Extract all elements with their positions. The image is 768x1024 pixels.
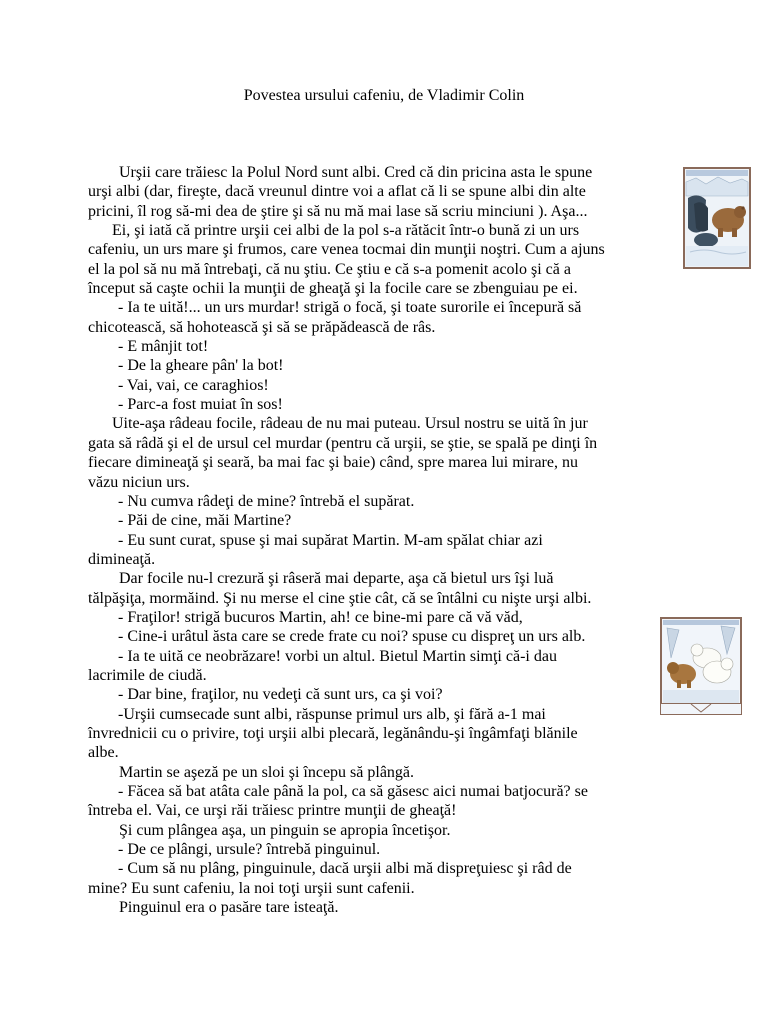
- text-line: văzu niciun urs.: [88, 473, 190, 491]
- text-line: - De ce plângi, ursule? întrebă pinguinul.: [118, 841, 381, 859]
- text-line: - Păi de cine, măi Martine?: [118, 512, 292, 530]
- text-line: albe.: [88, 744, 119, 762]
- text-line: - Făcea să bat atâta cale până la pol, ca să găsesc aici numai batjocură? se: [118, 783, 588, 800]
- text-line: Dar focile nu-l crezură şi râseră mai departe, aşa că bietul urs îşi luă: [119, 570, 554, 588]
- text-line: tălpăşiţa, mormăind. Şi nu merse el cine ştie cât, că se întâlni cu nişte urşi albi.: [88, 589, 592, 607]
- text-line: - Nu cumva râdeţi de mine? întrebă el supărat.: [118, 492, 415, 510]
- text-line: - De la gheare pân' la bot!: [118, 357, 284, 375]
- text-line: - Dar bine, fraţilor, nu vedeţi că sunt urs, ca şi voi?: [118, 686, 443, 704]
- text-line: Şi cum plângea aşa, un pinguin se apropia încetişor.: [119, 821, 451, 839]
- text-line: mine? Eu sunt cafeniu, la noi toţi urşii sunt cafenii.: [88, 879, 415, 897]
- text-line: el la pol să nu mă întrebaţi, că nu ştiu. Ce ştiu e că s-a pomenit acolo şi că a: [88, 260, 571, 278]
- story-text: [88, 163, 688, 917]
- text-line: început să caşte ochii la munţii de gheaţă şi la focile care se zbenguiau pe ei.: [88, 280, 578, 298]
- text-line: - Parc-a fost muiat în sos!: [118, 396, 283, 414]
- text-line: pricini, îl rog să-mi dea de ştire şi să nu mă mai lase să scriu minciuni ). Aşa...: [88, 202, 588, 220]
- text-line: - Eu sunt curat, spuse şi mai supărat Martin. M-am spălat chiar azi: [118, 531, 543, 549]
- text-line: Uite-aşa râdeau focile, râdeau de nu mai puteau. Ursul nostru se uită în jur: [112, 415, 588, 433]
- text-line: Pinguinul era o pasăre tare isteaţă.: [119, 899, 339, 917]
- text-line: gata să râdă şi el de ursul cel murdar (pentru că urşii, se ştie, se spală pe dinţi în: [88, 434, 598, 452]
- text-line: - Cine-i urâtul ăsta care se crede frate cu noi? spuse cu dispreţ un urs alb.: [118, 628, 586, 646]
- polar-bears-and-brown-bear-illustration: [660, 617, 742, 715]
- text-line: - Ia te uită ce neobrăzare! vorbi un altul. Bietul Martin simţi că-i dau: [118, 647, 557, 665]
- text-line: cafeniu, un urs mare şi frumos, care venea tocmai din munţii noştri. Cum a ajuns: [88, 241, 605, 259]
- text-line: - Cum să nu plâng, pinguinule, dacă urşii albi mă dispreţuiesc şi râd de: [118, 860, 572, 878]
- text-line: lacrimile de ciudă.: [88, 666, 207, 684]
- text-line: urşi albi (dar, fireşte, dacă vreunul dintre voi a aflat că li se spune albi din alte: [88, 183, 586, 201]
- text-line: chicotească, să hohotească şi să se prăpădească de râs.: [88, 318, 436, 336]
- text-line: fiecare dimineaţă şi seară, ba mai fac şi baie) când, spre marea lui mirare, nu: [88, 454, 578, 472]
- text-line: -Urşii cumsecade sunt albi, răspunse primul urs alb, şi fără a-1 mai: [118, 705, 546, 723]
- text-line: - E mânjit tot!: [118, 338, 209, 356]
- text-line: dimineaţă.: [88, 550, 156, 568]
- text-line: - Ia te uită!... un urs murdar! strigă o focă, şi toate surorile ei începură să: [118, 299, 582, 317]
- text-line: învrednicii cu o privire, toţi urşii albi plecară, legănându-şi îngâmfaţi blănile: [88, 724, 578, 742]
- text-line: Martin se aşeză pe un sloi şi începu să plângă.: [119, 763, 415, 781]
- text-line: - Vai, vai, ce caraghios!: [118, 376, 269, 394]
- text-line: - Fraţilor! strigă bucuros Martin, ah! ce bine-mi pare că vă văd,: [118, 608, 523, 626]
- text-line: Urşii care trăiesc la Polul Nord sunt albi. Cred că din pricina asta le spune: [119, 164, 593, 181]
- page-title: Povestea ursului cafeniu, de Vladimir Colin: [243, 87, 525, 104]
- seals-and-brown-bear-illustration: [683, 167, 751, 269]
- text-line: Ei, şi iată că printre urşii cei albi de la pol s-a rătăcit într-o bună zi un urs: [112, 222, 580, 240]
- text-line: întreba el. Vai, ce urşi răi trăiesc printre munţii de gheaţă!: [88, 802, 457, 820]
